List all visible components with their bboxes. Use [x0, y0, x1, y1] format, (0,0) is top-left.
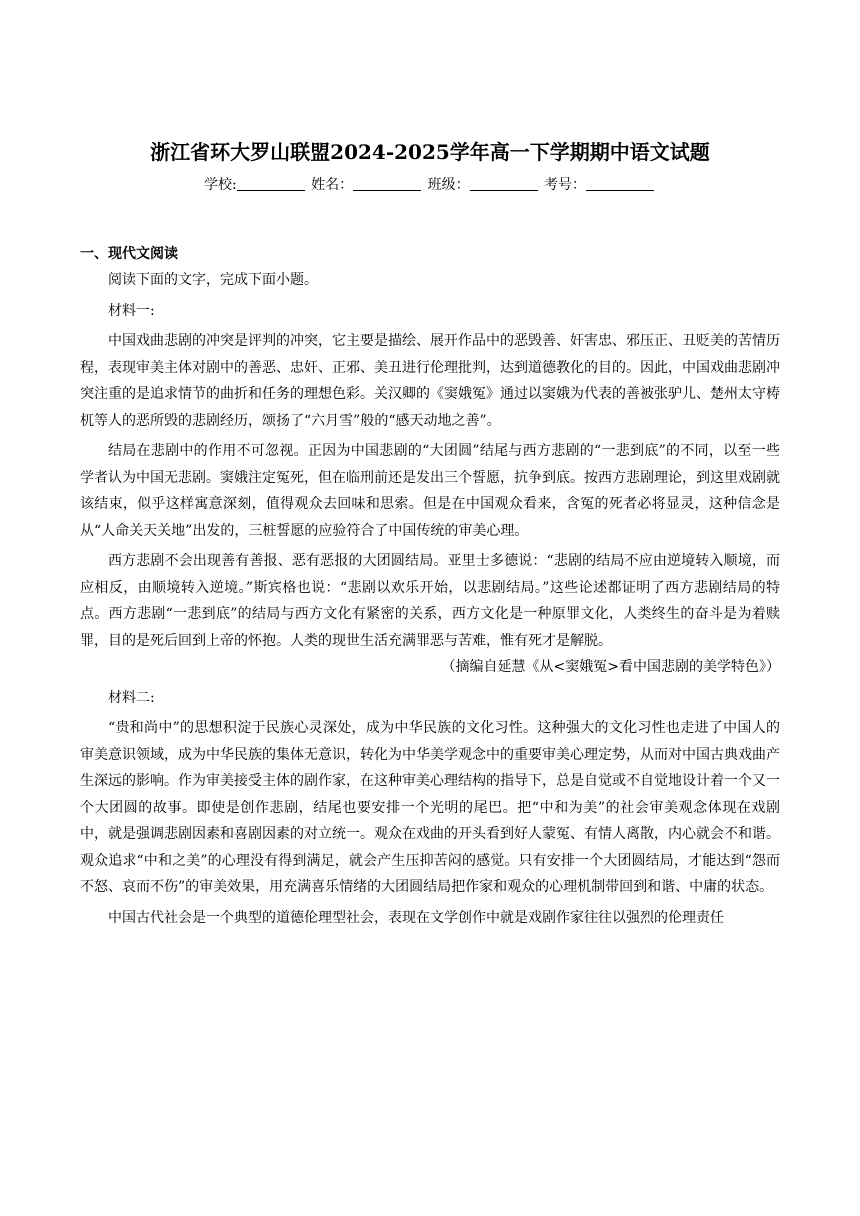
section-heading: 一、现代文阅读 — [80, 246, 178, 262]
material2-paragraph: “贵和尚中”的思想积淀于民族心灵深处，成为中华民族的文化习性。这种强大的文化习性也走进了中国人的审美意识领域，成为中华民族的集体无意识，转化为中华美学观念中的重要审美心理定势，从而对中国古典戏曲产生深远的影响。作为审美接受主体的剧作家，在这种审美心理结构的指导下，总是自觉或不自觉地设计着一个又一个大团圆的故事。即使是创作悲剧，结尾也要安排一个光明的尾巴。把“中和为美”的社会审美观念体现在戏剧中，就是强调悲剧因素和喜剧因素的对立统一。观众在戏曲的开头看到好人蒙冤、有情人离散，内心就会不和谐。观众追求“中和之美”的心理没有得到满足，就会产生压抑苦闷的感觉。只有安排一个大团圆结局，才能达到“怨而不怒、哀而不伤”的审美效果，用充满喜乐情绪的大团圆结局把作家和观众的心理机制带回到和谐、中庸的状态。 — [80, 720, 780, 895]
exam-no-blank[interactable] — [586, 176, 654, 191]
student-info-line — [0, 174, 860, 194]
material1-paragraph: 西方悲剧不会出现善有善报、恶有恶报的大团圆结局。亚里士多德说：“悲剧的结局不应由逆境转入顺境，而应相反，由顺境转入逆境。”斯宾格也说：“悲剧以欢乐开始，以悲剧结局。”这些论述都证明了西方悲剧结局的特点。西方悲剧“一悲到底”的结局与西方文化有紧密的关系，西方文化是一种原罪文化，人类终生的奋斗是为着赎罪，目的是死后回到上帝的怀抱。人类的现世生活充满罪恶与苦难，惟有死才是解脱。 — [80, 553, 780, 649]
reading-passage — [80, 267, 780, 931]
school-field-label: 学校: — [203, 177, 237, 193]
school-blank[interactable] — [237, 176, 305, 191]
material1-label: 材料一: — [108, 302, 155, 319]
material1-source: （摘编自延慧《从<窦娥冤>看中国悲剧的美学特色》） — [441, 659, 780, 675]
document-title: 浙江省环大罗山联盟2024-2025学年高一下学期期中语文试题 — [150, 140, 710, 164]
name-blank[interactable] — [353, 176, 421, 191]
name-field-label: 姓名： — [311, 177, 354, 193]
instruction-text: 阅读下面的文字，完成下面小题。 — [108, 272, 318, 288]
class-field-label: 班级： — [427, 177, 470, 193]
material2-label: 材料二: — [108, 689, 155, 706]
material1-paragraph: 中国戏曲悲剧的冲突是评判的冲突，它主要是描绘、展开作品中的恶毁善、奸害忠、邪压正、丑贬美的苦情历程，表现审美主体对剧中的善恶、忠奸、正邪、美丑进行伦理批判，达到道德教化的目的。因此，中国戏曲悲剧冲突注重的是追求情节的曲折和任务的理想色彩。关汉卿的《窦娥冤》通过以窦娥为代表的善被张驴儿、楚州太守梼杌等人的恶所毁的悲剧经历，颂扬了“六月雪”般的“感天动地之善”。 — [80, 333, 780, 429]
class-blank[interactable] — [470, 176, 538, 191]
exam-no-field-label: 考号： — [544, 177, 587, 193]
material2-paragraph: 中国古代社会是一个典型的道德伦理型社会，表现在文学创作中就是戏剧作家往往以强烈的伦理责任 — [108, 909, 724, 926]
material1-paragraph: 结局在悲剧中的作用不可忽视。正因为中国悲剧的“大团圆”结尾与西方悲剧的“一悲到底”的不同，以至一些学者认为中国无悲剧。窦娥注定冤死，但在临刑前还是发出三个誓愿，抗争到底。按西方悲剧理论，到这里戏剧就该结束，似乎这样寓意深刻，值得观众去回味和思索。但是在中国观众看来，含冤的死者必将显灵，这种信念是从“人命关天关地”出发的，三桩誓愿的应验符合了中国传统的审美心理。 — [80, 443, 780, 539]
